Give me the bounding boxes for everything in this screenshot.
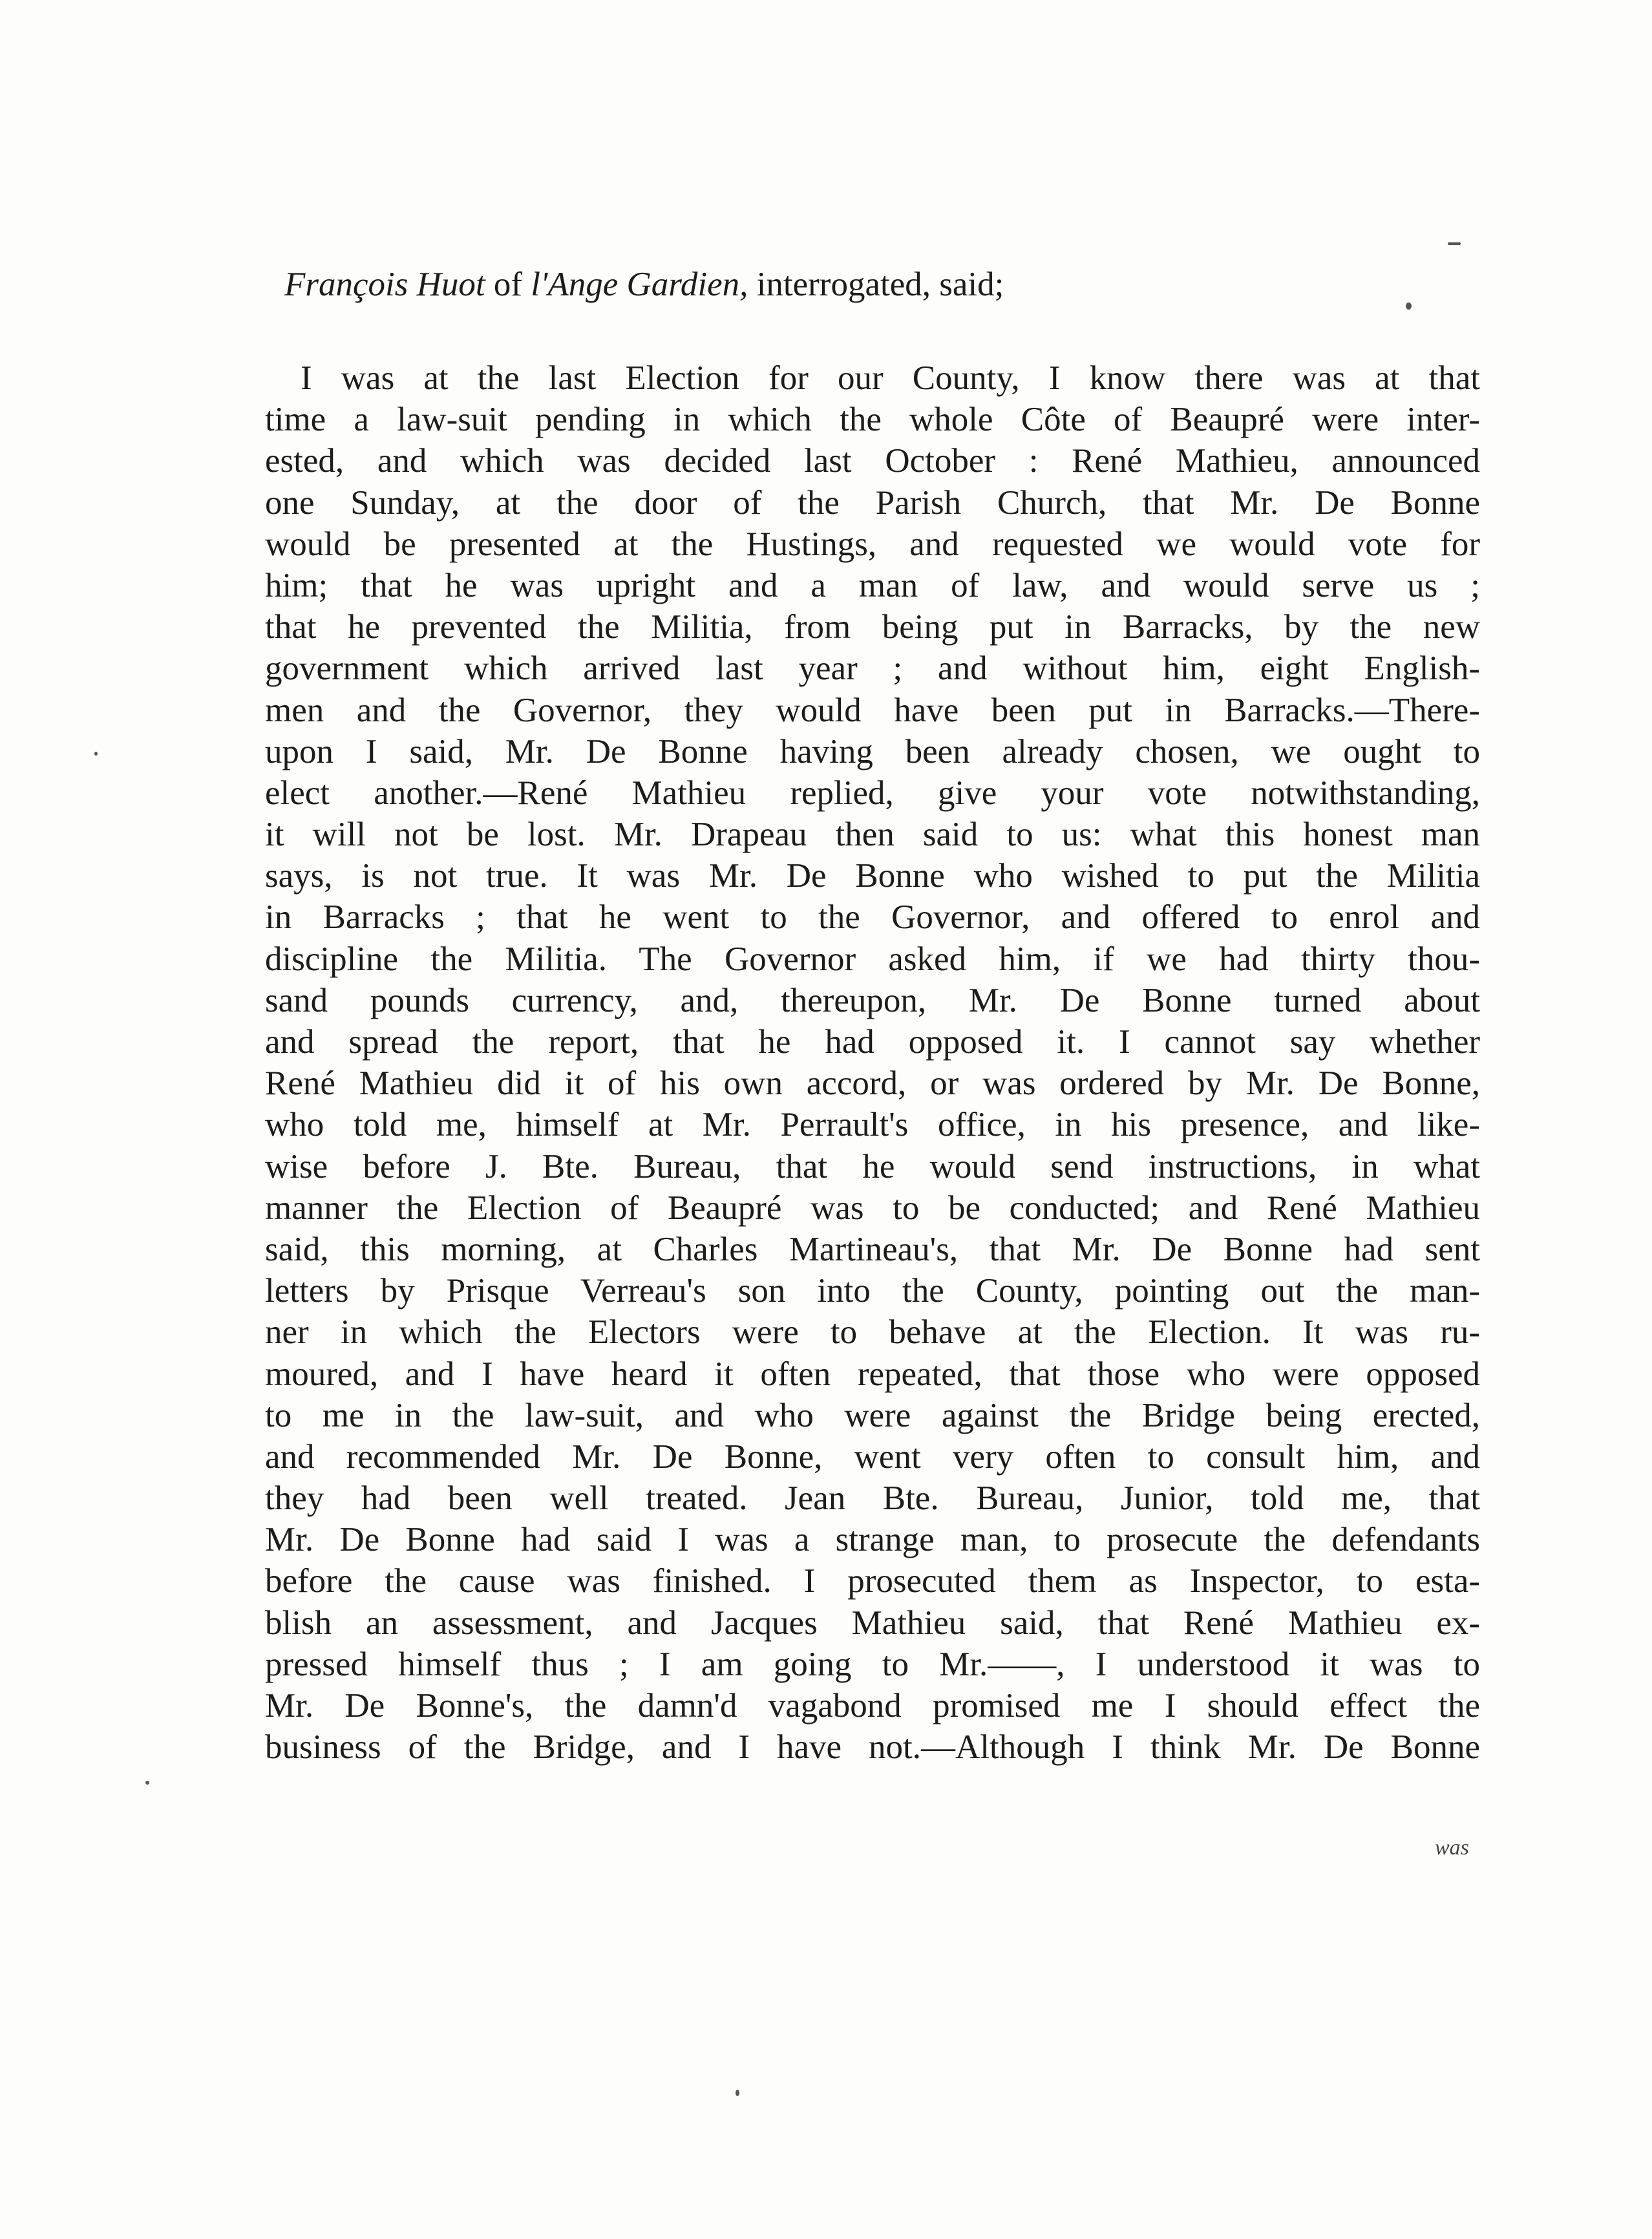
ink-speck — [1406, 302, 1412, 310]
text-line: men and the Governor, they would have been put in Barracks.—There- — [265, 691, 1480, 729]
testimony-body — [265, 357, 1480, 1768]
witness-parish: l'Ange Gardien, — [531, 266, 748, 303]
ink-speck — [736, 2090, 739, 2096]
ink-speck — [94, 752, 98, 756]
text-line: it will not be lost. Mr. Drapeau then said to us: what this honest man — [265, 816, 1480, 854]
ink-speck — [1448, 242, 1461, 245]
text-line: who told me, himself at Mr. Perrault's office, in his presence, and like- — [265, 1106, 1480, 1144]
heading-of: of — [485, 266, 531, 303]
text-line: would be presented at the Hustings, and requested we would vote for — [265, 525, 1480, 563]
text-line: and recommended Mr. De Bonne, went very often to consult him, and — [265, 1438, 1480, 1476]
text-line: that he prevented the Militia, from being put in Barracks, by the new — [265, 608, 1480, 646]
text-line: time a law-suit pending in which the whole Côte of Beaupré were inter- — [265, 401, 1480, 439]
text-line: blish an assessment, and Jacques Mathieu said, that René Mathieu ex- — [265, 1604, 1480, 1642]
catchword: was — [1435, 1836, 1469, 1860]
text-line: they had been well treated. Jean Bte. Bureau, Junior, told me, that — [265, 1480, 1480, 1518]
text-line: discipline the Militia. The Governor asked him, if we had thirty thou- — [265, 940, 1480, 978]
text-line: said, this morning, at Charles Martineau's, that Mr. De Bonne had sent — [265, 1230, 1480, 1268]
text-line: in Barracks ; that he went to the Governor, and offered to enrol and — [265, 898, 1480, 937]
text-line: elect another.—René Mathieu replied, give your vote notwithstanding, — [265, 774, 1480, 812]
text-line: Mr. De Bonne had said I was a strange man, to prosecute the defendants — [265, 1521, 1480, 1559]
text-line: says, is not true. It was Mr. De Bonne who wished to put the Militia — [265, 857, 1480, 895]
heading-interrogated: interrogated, said; — [748, 266, 1004, 303]
text-line: letters by Prisque Verreau's son into the County, pointing out the man- — [265, 1272, 1480, 1310]
text-line: upon I said, Mr. De Bonne having been already chosen, we ought to — [265, 732, 1480, 770]
text-line: ested, and which was decided last October : René Mathieu, announced — [265, 442, 1480, 480]
text-line: sand pounds currency, and, thereupon, Mr. De Bonne turned about — [265, 981, 1480, 1019]
text-line: I was at the last Election for our County, I know there was at that — [301, 359, 1480, 397]
text-line: before the cause was finished. I prosecuted them as Inspector, to esta- — [265, 1562, 1480, 1600]
text-line: business of the Bridge, and I have not.—Although I think Mr. De Bonne — [265, 1728, 1480, 1767]
text-line: René Mathieu did it of his own accord, or was ordered by Mr. De Bonne, — [265, 1065, 1480, 1103]
text-line: moured, and I have heard it often repeated, that those who were opposed — [265, 1355, 1480, 1393]
witness-name: François Huot — [284, 266, 485, 303]
text-line: government which arrived last year ; and without him, eight English- — [265, 650, 1480, 688]
text-line: pressed himself thus ; I am going to Mr.——, I understood it was to — [265, 1645, 1480, 1683]
text-line: one Sunday, at the door of the Parish Church, that Mr. De Bonne — [265, 483, 1480, 522]
text-line: ner in which the Electors were to behave at the Election. It was ru- — [265, 1313, 1480, 1352]
text-line: wise before J. Bte. Bureau, that he would send instructions, in what — [265, 1147, 1480, 1185]
text-line: him; that he was upright and a man of law, and would serve us ; — [265, 566, 1480, 604]
text-line: Mr. De Bonne's, the damn'd vagabond promised me I should effect the — [265, 1687, 1480, 1724]
testimony-heading — [284, 262, 1004, 307]
text-line: and spread the report, that he had opposed it. I cannot say whether — [265, 1023, 1480, 1061]
text-line: to me in the law-suit, and who were against the Bridge being erected, — [265, 1396, 1480, 1434]
text-line: manner the Election of Beaupré was to be conducted; and René Mathieu — [265, 1189, 1480, 1227]
ink-speck — [145, 1781, 149, 1785]
